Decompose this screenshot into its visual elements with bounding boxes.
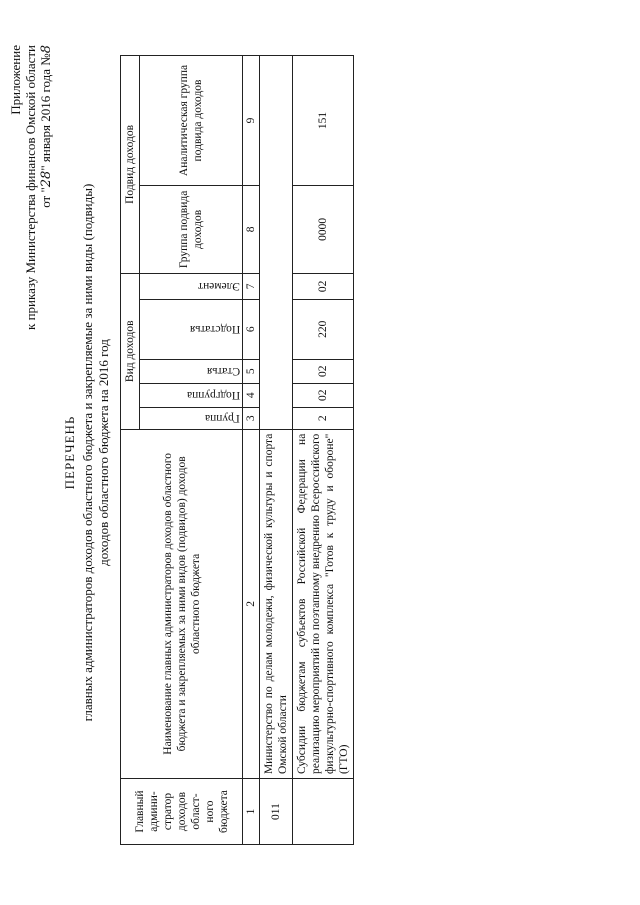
col-number: 5	[243, 359, 260, 383]
header-analytic-group: Аналитическая группа подвида доходов	[140, 56, 243, 186]
col-number: 6	[243, 299, 260, 359]
revenue-administrators-table	[120, 55, 354, 845]
code-element: 02	[293, 273, 354, 299]
empty-codes-cell	[260, 56, 293, 430]
header-vid: Вид доходов	[121, 273, 140, 429]
code-podstatya: 220	[293, 299, 354, 359]
order-date-suffix: " января 2016 года №	[38, 53, 53, 171]
header-gruppa	[140, 407, 243, 429]
header-row-1	[121, 56, 140, 845]
admin-name: Министерство по делам молодежи, физической культуры и спорта Омской области	[260, 429, 293, 778]
code-analytic-group: 151	[293, 56, 354, 186]
header-element	[140, 273, 243, 299]
document-subtitle-line2: доходов областного бюджета на 2016 год	[96, 339, 111, 566]
admin-code	[293, 779, 354, 845]
header-podstatya	[140, 299, 243, 359]
header-statya-text: Статья	[206, 365, 240, 378]
header-admin: Главный админи- стратор доходов област- ного бюджета	[121, 779, 243, 845]
document-title: ПЕРЕЧЕНЬ	[62, 415, 77, 490]
header-gruppa-text: Группа	[205, 412, 240, 425]
revenue-name: Субсидии бюджетам субъектов Российской Федерации на реализацию мероприятий по поэтапному внедрению Всероссийского физкультурно-спортивного комплекса "Готов к труду и обороне" (ГТО)	[293, 429, 354, 778]
code-podvid-group: 0000	[293, 185, 354, 273]
header-podvid-group: Группа подвида доходов	[140, 185, 243, 273]
appendix-label: Приложение	[8, 45, 23, 115]
header-podgruppa-text: Подгруппа	[186, 389, 240, 402]
code-statya: 02	[293, 359, 354, 383]
order-date-prefix: от "	[38, 187, 53, 208]
col-number: 8	[243, 185, 260, 273]
header-podvid: Подвид доходов	[121, 56, 140, 274]
col-number: 4	[243, 383, 260, 407]
column-numbers-row	[243, 56, 260, 845]
order-day-handwritten: 28	[39, 170, 54, 188]
document-subtitle-line1: главных администраторов доходов областного бюджета и закрепляемые за ними виды (подвиды)	[80, 183, 95, 722]
code-podgruppa: 02	[293, 383, 354, 407]
col-number: 7	[243, 273, 260, 299]
header-podgruppa	[140, 383, 243, 407]
col-number: 2	[243, 429, 260, 778]
order-date	[38, 45, 54, 208]
order-number-handwritten: 8	[39, 45, 54, 54]
header-element-text: Элемент	[198, 280, 240, 293]
header-statya	[140, 359, 243, 383]
admin-code: 011	[260, 779, 293, 845]
col-number: 1	[243, 779, 260, 845]
code-gruppa: 2	[293, 407, 354, 429]
table-row	[293, 56, 354, 845]
header-name: Наименование главных администраторов доходов областного бюджета и закрепляемых за ними видов (подвидов) доходов областного бюджета	[121, 429, 243, 778]
table-row	[260, 56, 293, 845]
header-podstatya-text: Подстатья	[189, 323, 240, 336]
col-number: 9	[243, 56, 260, 186]
col-number: 3	[243, 407, 260, 429]
order-reference: к приказу Министерства финансов Омской области	[23, 45, 38, 330]
